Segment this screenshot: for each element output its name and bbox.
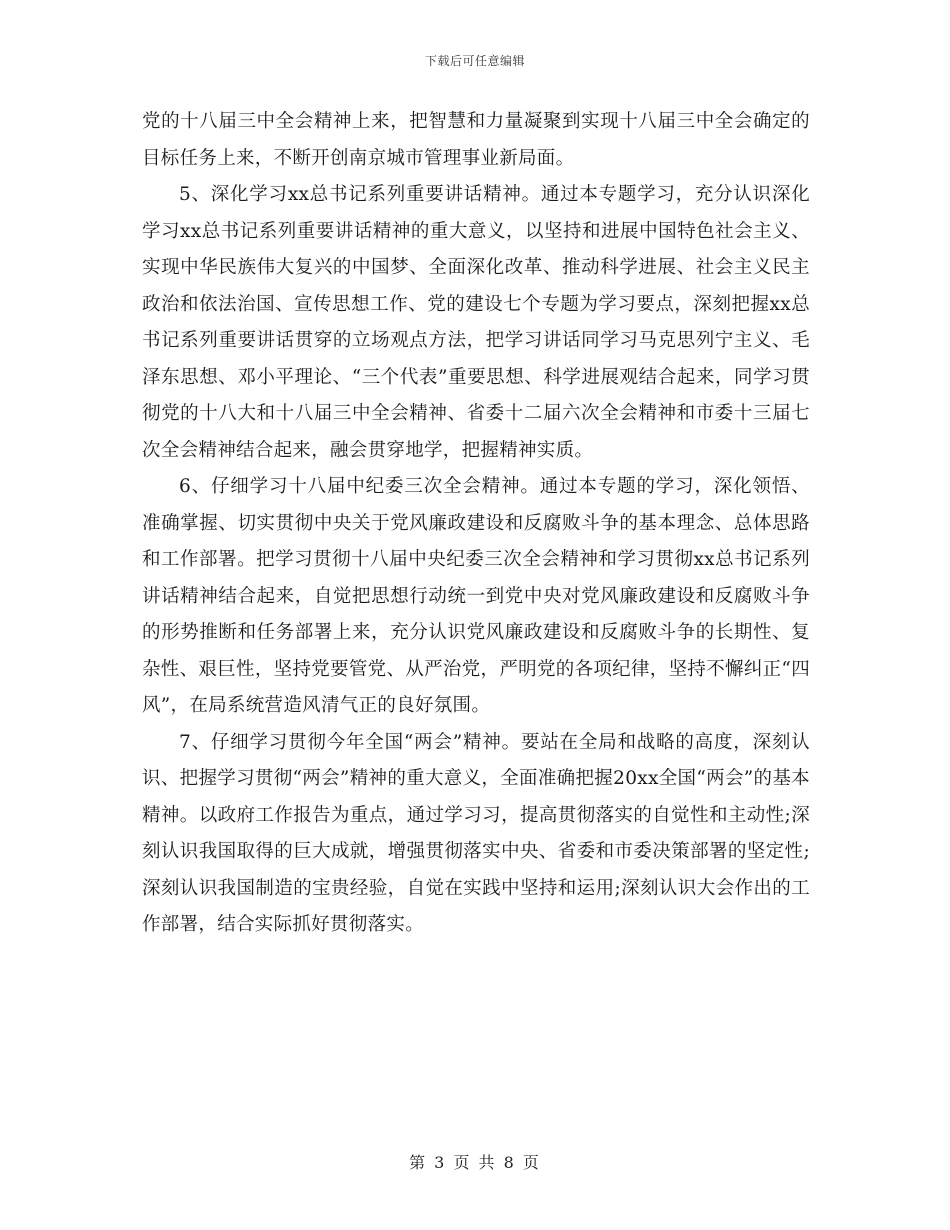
- paragraph-continuation: 党的十八届三中全会精神上来，把智慧和力量凝聚到实现十八届三中全会确定的目标任务上来，不断开创南京城市管理事业新局面。: [142, 111, 810, 169]
- paragraph-item-6: 6、仔细学习十八届中纪委三次全会精神。通过本专题的学习，深化领悟、准确掌握、切实贯彻中央关于党风廉政建设和反腐败斗争的基本理念、总体思路和工作部署。把学习贯彻十八届中央纪委三次全会精神和学习贯彻xx总书记系列讲话精神结合起来，自觉把思想行动统一到党中央对党风廉政建设和反腐败斗争的形势推断和任务部署上来，充分认识党风廉政建设和反腐败斗争的长期性、复杂性、艰巨性，坚持党要管党、从严治党，严明党的各项纪律，坚持不懈纠正“四风”，在局系统营造风清气正的良好氛围。: [142, 476, 810, 716]
- document-body: [142, 104, 810, 944]
- paragraph-item-5: 5、深化学习xx总书记系列重要讲话精神。通过本专题学习，充分认识深化学习xx总书记系列重要讲话精神的重大意义，以坚持和进展中国特色社会主义、实现中华民族伟大复兴的中国梦、全面深化改革、推动科学进展、社会主义民主政治和依法治国、宣传思想工作、党的建设七个专题为学习要点，深刻把握xx总书记系列重要讲话贯穿的立场观点方法，把学习讲话同学习马克思列宁主义、毛泽东思想、邓小平理论、“三个代表”重要思想、科学进展观结合起来，同学习贯彻党的十八大和十八届三中全会精神、省委十二届六次全会精神和市委十三届七次全会精神结合起来，融会贯穿地学，把握精神实质。: [142, 184, 810, 461]
- paragraph-item-7: 7、仔细学习贯彻今年全国“两会”精神。要站在全局和战略的高度，深刻认识、把握学习贯彻“两会”精神的重大意义，全面准确把握20xx全国“两会”的基本精神。以政府工作报告为重点，通过学习习，提高贯彻落实的自觉性和主动性;深刻认识我国取得的巨大成就，增强贯彻落实中央、省委和市委决策部署的坚定性;深刻认识我国制造的宝贵经验，自觉在实践中坚持和运用;深刻认识大会作出的工作部署，结合实际抓好贯彻落实。: [142, 731, 810, 935]
- page-footer: 第 3 页 共 8 页: [409, 1153, 541, 1172]
- page-header: 下载后可任意编辑: [424, 54, 525, 68]
